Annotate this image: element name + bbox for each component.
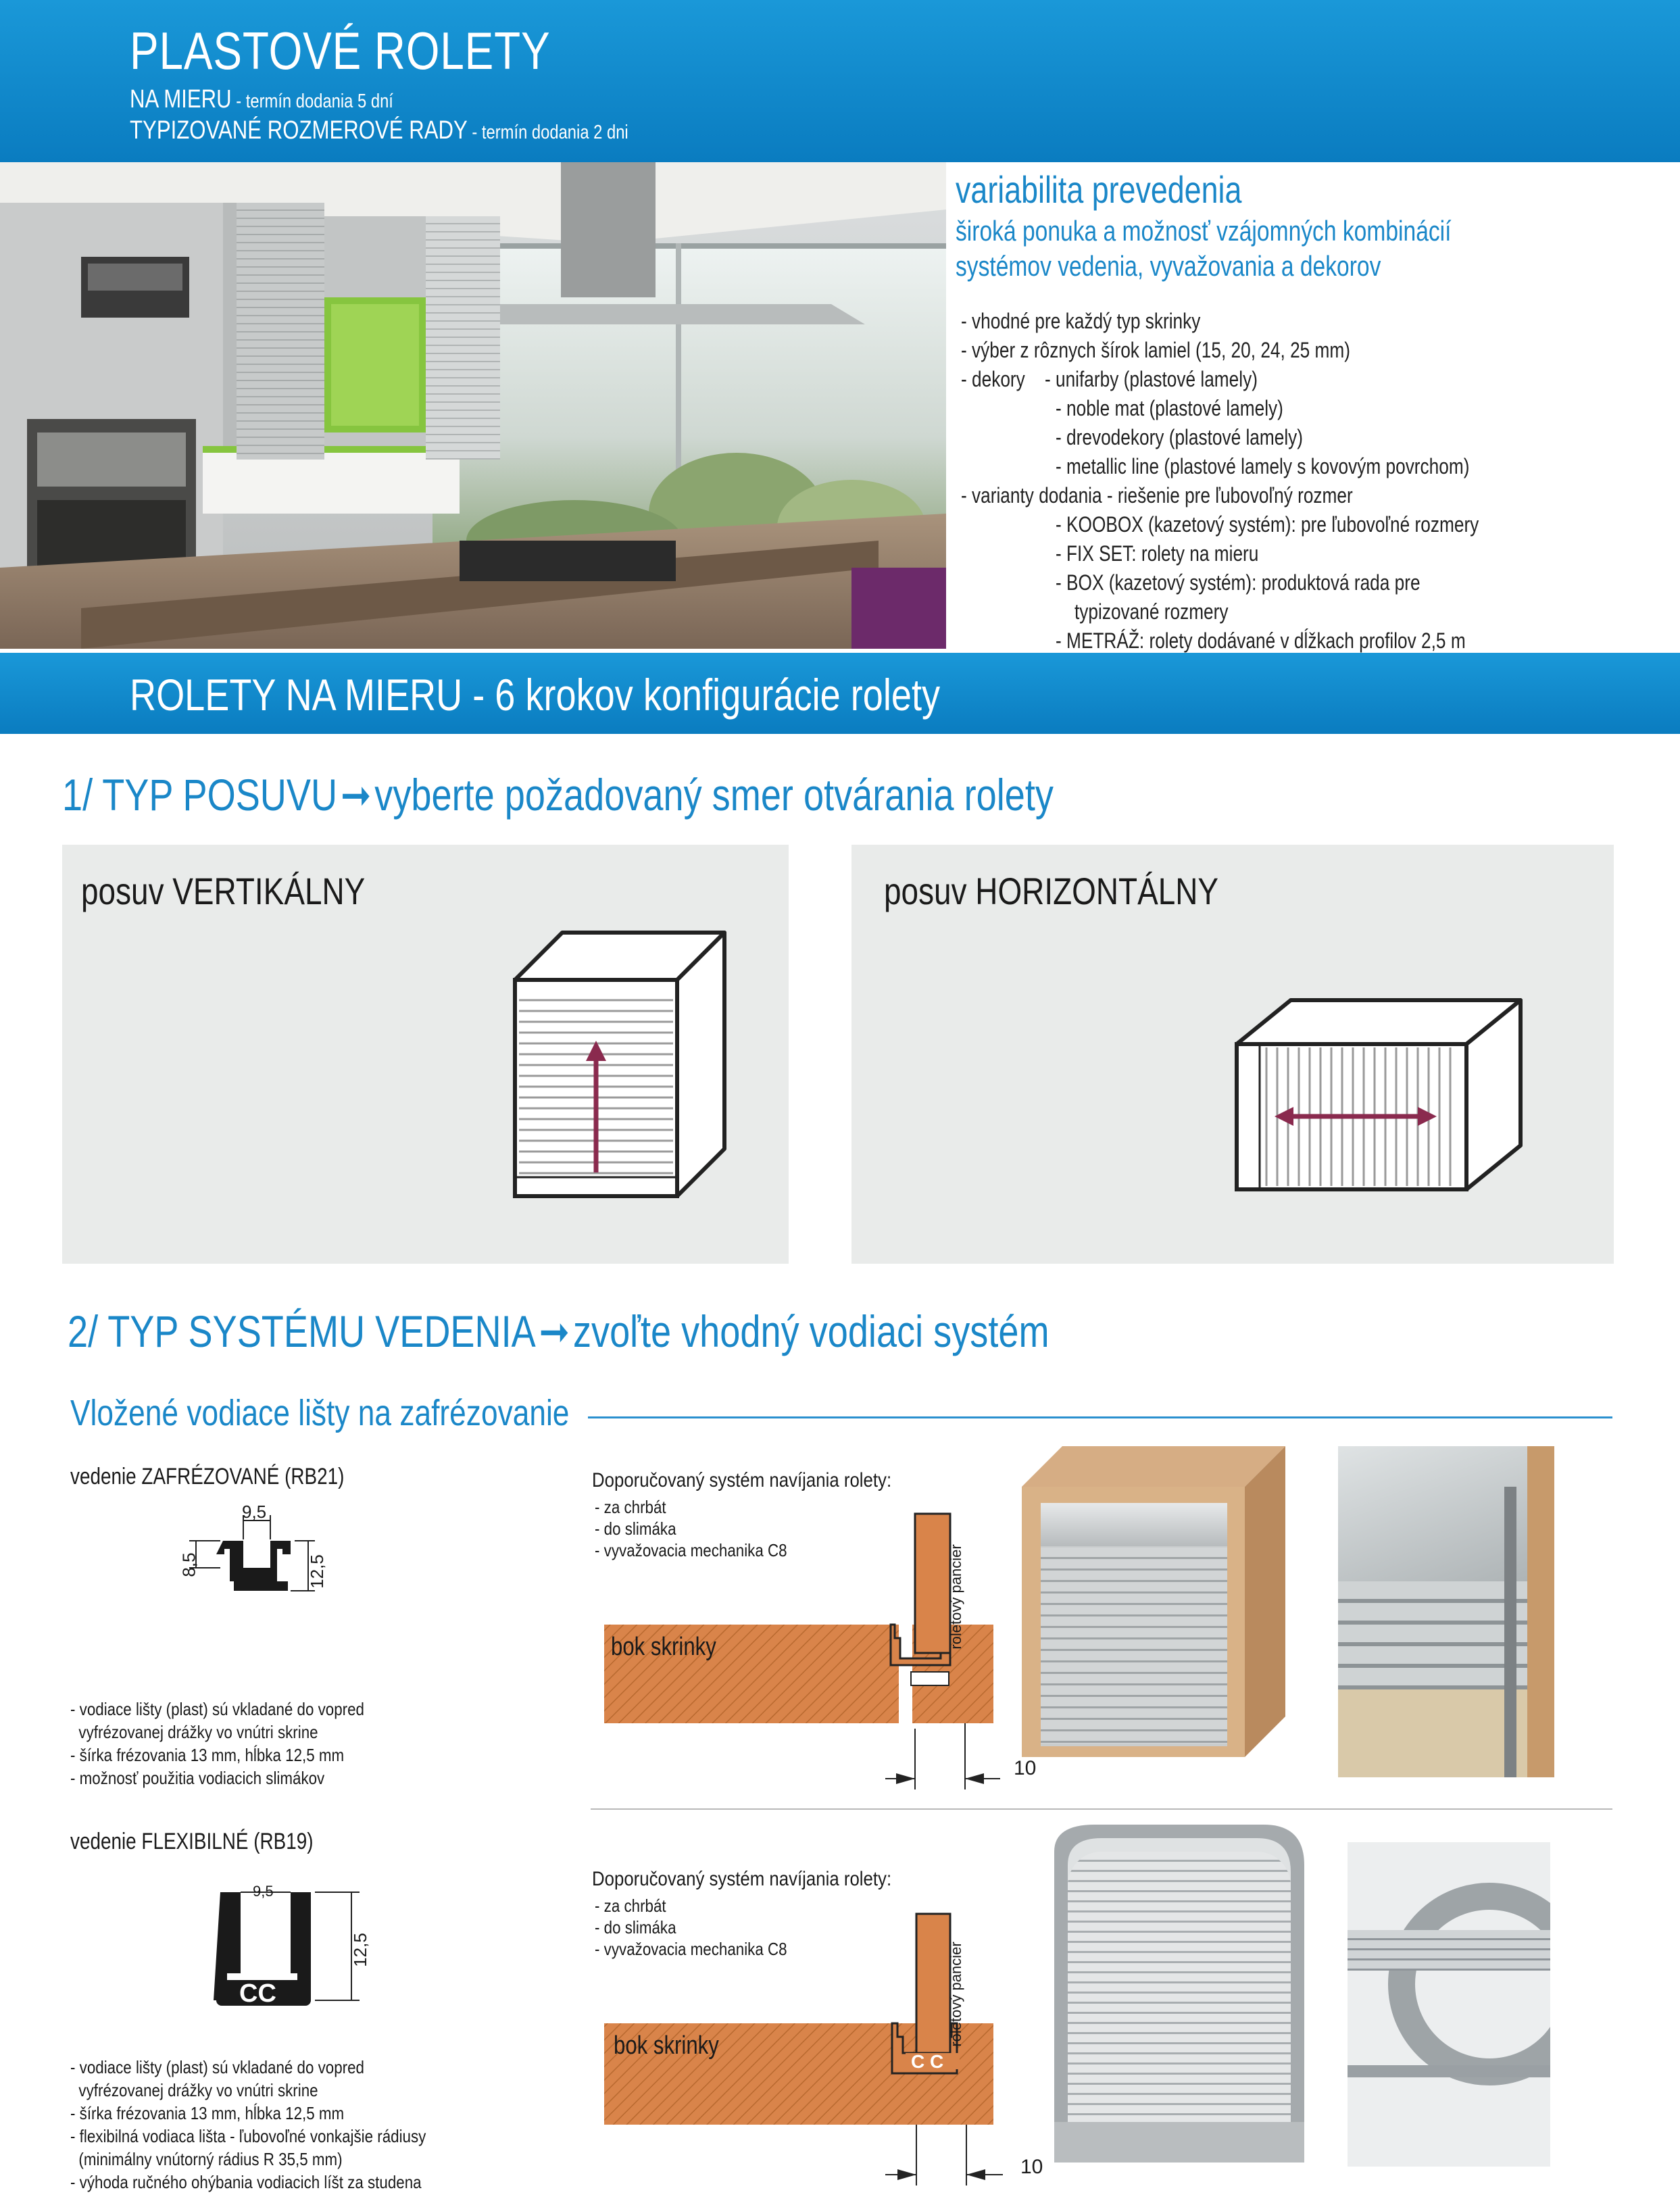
list-item: vyfrézovanej drážky vo vnútri skrine (70, 1722, 318, 1742)
rb19-dim-bottom: 10 (1020, 2156, 1043, 2178)
list-item: - drevodekory (plastové lamely) (1056, 425, 1304, 449)
rb21-cabinet-top-panel (1041, 1503, 1227, 1546)
list-item: - flexibilná vodiaca lišta - ľubovoľné vonkajšie rádiusy (70, 2126, 426, 2146)
list-item: - do slimáka (595, 1917, 676, 1937)
rb21-panel-label: roletový pancier (947, 1544, 964, 1650)
list-item: - vyvažovacia mechanika C8 (595, 1540, 787, 1560)
step1-number: 1/ TYP POSUVU (62, 770, 338, 820)
rb21-cabinet-slats (1041, 1548, 1227, 1744)
list-item: - za chrbát (595, 1896, 666, 1916)
header-line-2-main: TYPIZOVANÉ ROZMEROVÉ RADY (130, 116, 468, 145)
rb19-dim-right: 12,5 (349, 1933, 370, 1967)
list-item: - FIX SET: rolety na mieru (1056, 541, 1259, 566)
variability-list (961, 307, 1572, 656)
rb21-dim-bottom: 10 (1014, 1757, 1037, 1779)
rb21-title: vedenie ZAFRÉZOVANÉ (RB21) (70, 1464, 345, 1489)
rb19-cabinet-slats (1068, 1852, 1291, 2122)
vertical-cabinet-illustration (508, 926, 731, 1210)
step2-heading (68, 1306, 1049, 1358)
list-item: typizované rozmery (1074, 599, 1229, 624)
roller-shutter-stripes-right (426, 216, 500, 460)
list-item: - za chrbát (595, 1497, 666, 1517)
option-vertical-panel[interactable] (62, 845, 789, 1264)
rb21-cabinet-photo (1022, 1446, 1285, 1757)
option-vertical-label: posuv VERTIKÁLNY (81, 870, 366, 912)
section-title: ROLETY NA MIERU - 6 krokov konfigurácie rolety (130, 670, 941, 720)
header-line-2 (130, 116, 628, 145)
step2-number: 2/ TYP SYSTÉMU VEDENIA (68, 1306, 536, 1356)
rb19-cabinet-photo (1034, 1825, 1318, 2163)
svg-text:CC: CC (239, 1979, 276, 2008)
list-item: - dekory - unifarby (plastové lamely) (961, 367, 1258, 391)
header-line-1 (130, 85, 393, 114)
rb21-dim-width: 9,5 (242, 1502, 267, 1522)
list-item: - vodiace lišty (plast) sú vkladané do vopred (70, 2057, 364, 2077)
variability-subtitle-1: široká ponuka a možnosť vzájomných kombinácií (956, 215, 1452, 247)
rb21-rec-title: Doporučovaný systém navíjania rolety: (592, 1469, 892, 1491)
list-item: vyfrézovanej drážky vo vnútri skrine (70, 2080, 318, 2100)
rb19-detail-photo (1348, 1842, 1550, 2167)
list-item: - varianty dodania - riešenie pre ľubovoľný rozmer (961, 483, 1353, 508)
rb19-title: vedenie FLEXIBILNÉ (RB19) (70, 1829, 314, 1854)
list-item: - vyvažovacia mechanika C8 (595, 1939, 787, 1959)
arrow-right-icon: ➞ (340, 770, 372, 820)
list-item: - METRÁŽ: rolety dodávané v dĺžkach profilov 2,5 m (1056, 628, 1466, 653)
rb19-dim-width: 9,5 (253, 1883, 274, 1900)
rb19-notes (70, 2056, 484, 2194)
horizontal-cabinet-illustration (1230, 993, 1527, 1196)
option-horizontal-panel[interactable] (851, 845, 1614, 1264)
header-line-2-note: - termín dodania 2 dni (467, 122, 628, 143)
list-item: - KOOBOX (kazetový systém): pre ľubovoľné rozmery (1056, 512, 1479, 537)
rb21-notes (70, 1698, 412, 1789)
rb21-detail-photo (1338, 1446, 1554, 1777)
rb21-board-label: bok skrinky (611, 1633, 716, 1661)
page-title: PLASTOVÉ ROLETY (130, 21, 551, 80)
header-line-1-note: - termín dodania 5 dní (231, 91, 393, 112)
kitchen-photo (0, 162, 946, 649)
step1-heading (62, 769, 1054, 821)
list-item: - vodiace lišty (plast) sú vkladané do vopred (70, 1699, 364, 1719)
section-separator (591, 1808, 1612, 1810)
list-item: - výhoda ručného ohýbania vodiacich líšt za studena (70, 2172, 422, 2192)
roller-shutter-stripes (237, 203, 324, 460)
section-band (0, 653, 1680, 734)
rb19-board-label: bok skrinky (614, 2031, 719, 2060)
list-item: - metallic line (plastové lamely s kovovým povrchom) (1056, 454, 1470, 478)
list-item: - šírka frézovania 13 mm, hĺbka 12,5 mm (70, 1745, 345, 1765)
step1-instruction: vyberte požadovaný smer otvárania rolety (374, 770, 1054, 820)
rb19-panel-label: roletový pancier (947, 1942, 964, 2047)
variability-title: variabilita prevedenia (956, 168, 1242, 211)
step2-instruction: zvoľte vhodný vodiaci systém (572, 1306, 1049, 1356)
list-item: - noble mat (plastové lamely) (1056, 396, 1283, 420)
header-band (0, 0, 1680, 162)
list-item: - vhodné pre každý typ skrinky (961, 309, 1201, 333)
list-item: - šírka frézovania 13 mm, hĺbka 12,5 mm (70, 2103, 345, 2123)
list-item: - výber z rôznych šírok lamiel (15, 20, 24, 25 mm) (961, 338, 1351, 362)
arrow-right-icon: ➞ (539, 1306, 570, 1356)
svg-text:C C: C C (911, 2051, 944, 2072)
list-item: - možnosť použitia vodiacich slimákov (70, 1768, 325, 1788)
step2-subheading: Vložené vodiace lišty na zafrézovanie (70, 1393, 570, 1433)
header-line-1-main: NA MIERU (130, 85, 232, 114)
rb21-dim-right: 12,5 (306, 1554, 327, 1589)
rb21-dim-left: 8,5 (178, 1552, 199, 1577)
subheading-rule (588, 1416, 1612, 1418)
list-item: - do slimáka (595, 1518, 676, 1539)
rb19-rec-title: Doporučovaný systém navíjania rolety: (592, 1868, 892, 1890)
list-item: (minimálny vnútorný rádius R 35,5 mm) (70, 2149, 343, 2169)
option-horizontal-label: posuv HORIZONTÁLNY (884, 870, 1219, 912)
variability-subtitle-2: systémov vedenia, vyvažovania a dekorov (956, 250, 1381, 282)
list-item: - BOX (kazetový systém): produktová rada pre (1056, 570, 1420, 595)
